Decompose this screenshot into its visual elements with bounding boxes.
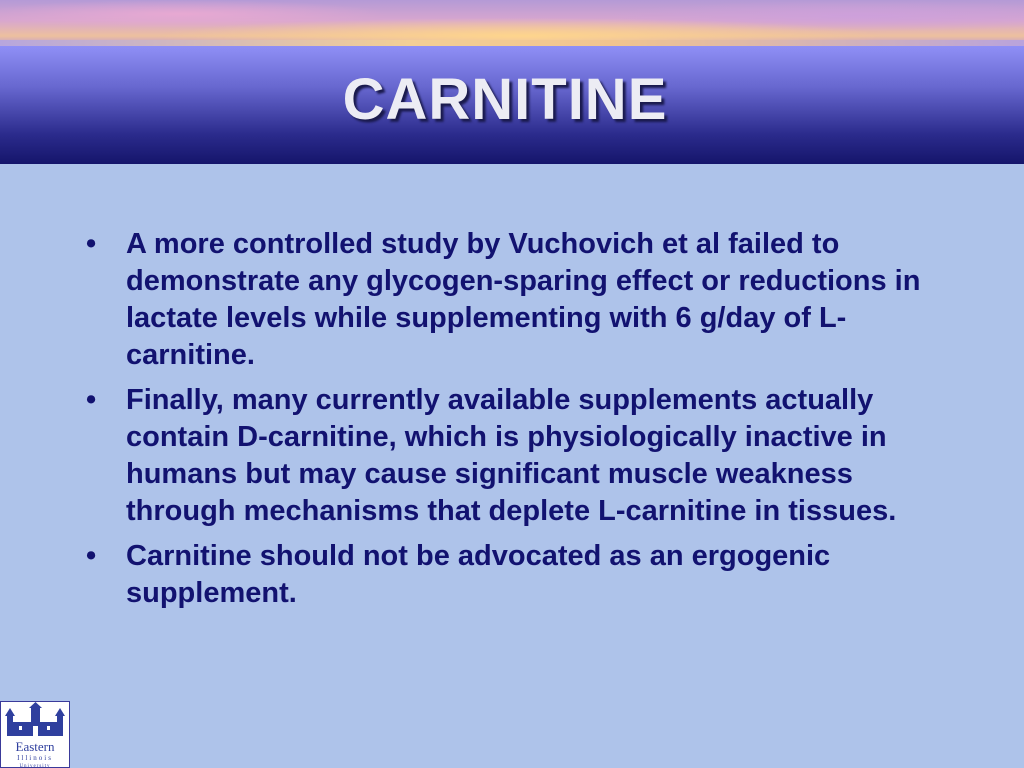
castle-logo-icon bbox=[1, 702, 69, 767]
bullet-icon: • bbox=[86, 384, 97, 416]
bullet-item bbox=[86, 382, 966, 530]
university-logo bbox=[0, 701, 70, 768]
bullet-text: A more controlled study by Vuchovich et al failed to demonstrate any glycogen-sparing effect or reductions in lactate levels while supplementing with 6 g/day of L-carnitine. bbox=[126, 228, 921, 371]
bullet-text: Finally, many currently available supplements actually contain D-carnitine, which is physiologically inactive in humans but may cause significant muscle weakness through mechanisms that deplete L-carnitine in tissues. bbox=[126, 384, 897, 527]
bullet-text: Carnitine should not be advocated as an ergogenic supplement. bbox=[126, 540, 831, 609]
slide-title: CARNITINE bbox=[342, 67, 668, 132]
bullet-item bbox=[86, 226, 966, 374]
logo-text-line2: Illinois bbox=[17, 754, 53, 762]
decorative-sky-banner bbox=[0, 0, 1024, 45]
bullet-item bbox=[86, 538, 966, 612]
logo-text-line1: Eastern bbox=[15, 739, 55, 754]
bullet-icon: • bbox=[86, 228, 97, 260]
bullet-list bbox=[86, 226, 966, 620]
logo-text-line3: University bbox=[19, 764, 51, 767]
bullet-icon: • bbox=[86, 540, 97, 572]
